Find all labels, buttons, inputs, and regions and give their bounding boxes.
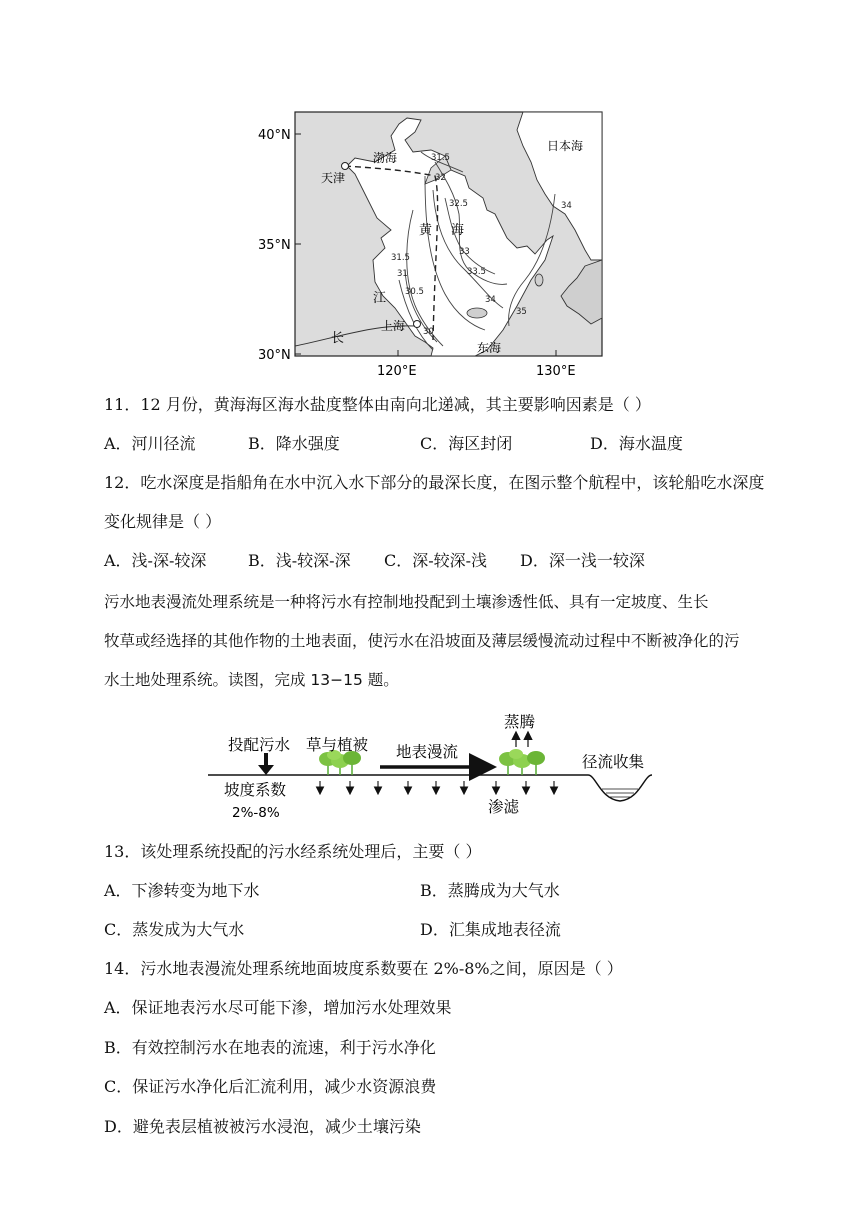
passage-line-2: 牧草或经选择的其他作物的土地表面，使污水在沿坡面及薄层缓慢流动过程中不断被净化的污: [104, 632, 740, 650]
seepage-arrows: [320, 781, 554, 793]
label-tianjin: 天津: [321, 171, 346, 185]
q12-option-a: A．浅-深-较深: [104, 551, 207, 570]
label-slope: 坡度系数: [224, 781, 287, 799]
q12-option-d: D．深一浅一较深: [520, 551, 645, 570]
label-hai: 海: [451, 223, 465, 238]
isohaline-label: 31: [397, 269, 408, 279]
q13-option-a: A．下渗转变为地下水: [104, 881, 260, 900]
q11-option-b: B．降水强度: [248, 434, 340, 453]
q13-stem: 13．该处理系统投配的污水经系统处理后，主要（ ）: [104, 842, 482, 861]
label-bohai: 渤海: [373, 151, 398, 165]
label-distribute: 投配污水: [228, 736, 291, 754]
label-transpiration: 蒸腾: [504, 713, 536, 731]
isohaline-label: 35: [516, 307, 527, 317]
overland-flow-diagram: [200, 705, 670, 825]
isohaline-label: 31.5: [391, 253, 410, 263]
q12-stem-line1: 12．吃水深度是指船角在水中沉入水下部分的最深长度，在图示整个航程中，该轮船吃水深度: [104, 473, 765, 492]
lon-label-130: 130°E: [536, 364, 576, 379]
isohaline-label: 32.5: [449, 199, 468, 209]
isohaline-label: 34: [485, 295, 496, 305]
q14-option-a: A．保证地表污水尽可能下渗，增加污水处理效果: [104, 998, 452, 1017]
q13-option-d: D．汇集成地表径流: [420, 920, 561, 939]
q11-option-d: D．海水温度: [590, 434, 683, 453]
q11-option-a: A．河川径流: [104, 434, 196, 453]
label-grass: 草与植被: [306, 736, 369, 754]
isohaline-label: 30: [423, 327, 434, 337]
isohaline-label: 30.5: [405, 287, 424, 297]
lat-label-35: 35°N: [258, 238, 291, 253]
q14-option-d: D．避免表层植被被污水浸泡，减少土壤污染: [104, 1117, 421, 1136]
tianjin-port: [342, 163, 349, 170]
label-overland-flow: 地表漫流: [396, 743, 459, 761]
lat-label-40: 40°N: [258, 128, 291, 143]
q13-option-c: C．蒸发成为大气水: [104, 920, 245, 939]
label-japan-sea: 日本海: [547, 139, 584, 153]
label-shanghai: 上海: [381, 319, 406, 333]
q13-option-b: B．蒸腾成为大气水: [420, 881, 560, 900]
label-runoff-collect: 径流收集: [582, 753, 645, 771]
bohai-yellow-sea-salinity-map: [255, 110, 615, 382]
tsushima-island: [535, 274, 543, 286]
q14-stem: 14．污水地表漫流处理系统地面坡度系数要在 2%-8%之间，原因是（ ）: [104, 959, 623, 978]
label-jiang: 江: [373, 291, 387, 306]
lat-label-30: 30°N: [258, 348, 291, 363]
q12-option-c: C．深-较深-浅: [384, 551, 488, 570]
isohaline-label: 33: [459, 247, 470, 257]
isohaline-label: 33.5: [467, 267, 486, 277]
label-chang: 长: [331, 331, 345, 346]
isohaline-label: 32: [435, 173, 446, 183]
passage-line-3: 水土地处理系统。读图，完成 13−15 题。: [104, 671, 399, 689]
q14-option-c: C．保证污水净化后汇流利用，减少水资源浪费: [104, 1077, 437, 1096]
q14-option-b: B．有效控制污水在地表的流速，利于污水净化: [104, 1038, 436, 1057]
label-east-sea: 东海: [477, 341, 502, 355]
label-huang: 黄: [419, 223, 433, 238]
q11-option-c: C．海区封闭: [420, 434, 513, 453]
lon-label-120: 120°E: [377, 364, 417, 379]
label-slope-range: 2%-8%: [232, 805, 280, 821]
passage-line-1: 污水地表漫流处理系统是一种将污水有控制地投配到土壤渗透性低、具有一定坡度、生长: [104, 593, 709, 611]
q11-stem: 11．12 月份，黄海海区海水盐度整体由南向北递减，其主要影响因素是（ ）: [104, 395, 651, 414]
isohaline-label: 34: [561, 201, 572, 211]
q12-stem-line2: 变化规律是（ ）: [104, 512, 222, 531]
q12-option-b: B．浅-较深-深: [248, 551, 351, 570]
jeju-island: [467, 308, 487, 318]
vegetation-cluster-right: [499, 749, 545, 775]
isohaline-label: 31.5: [431, 153, 450, 163]
label-seepage: 渗滤: [488, 798, 520, 816]
